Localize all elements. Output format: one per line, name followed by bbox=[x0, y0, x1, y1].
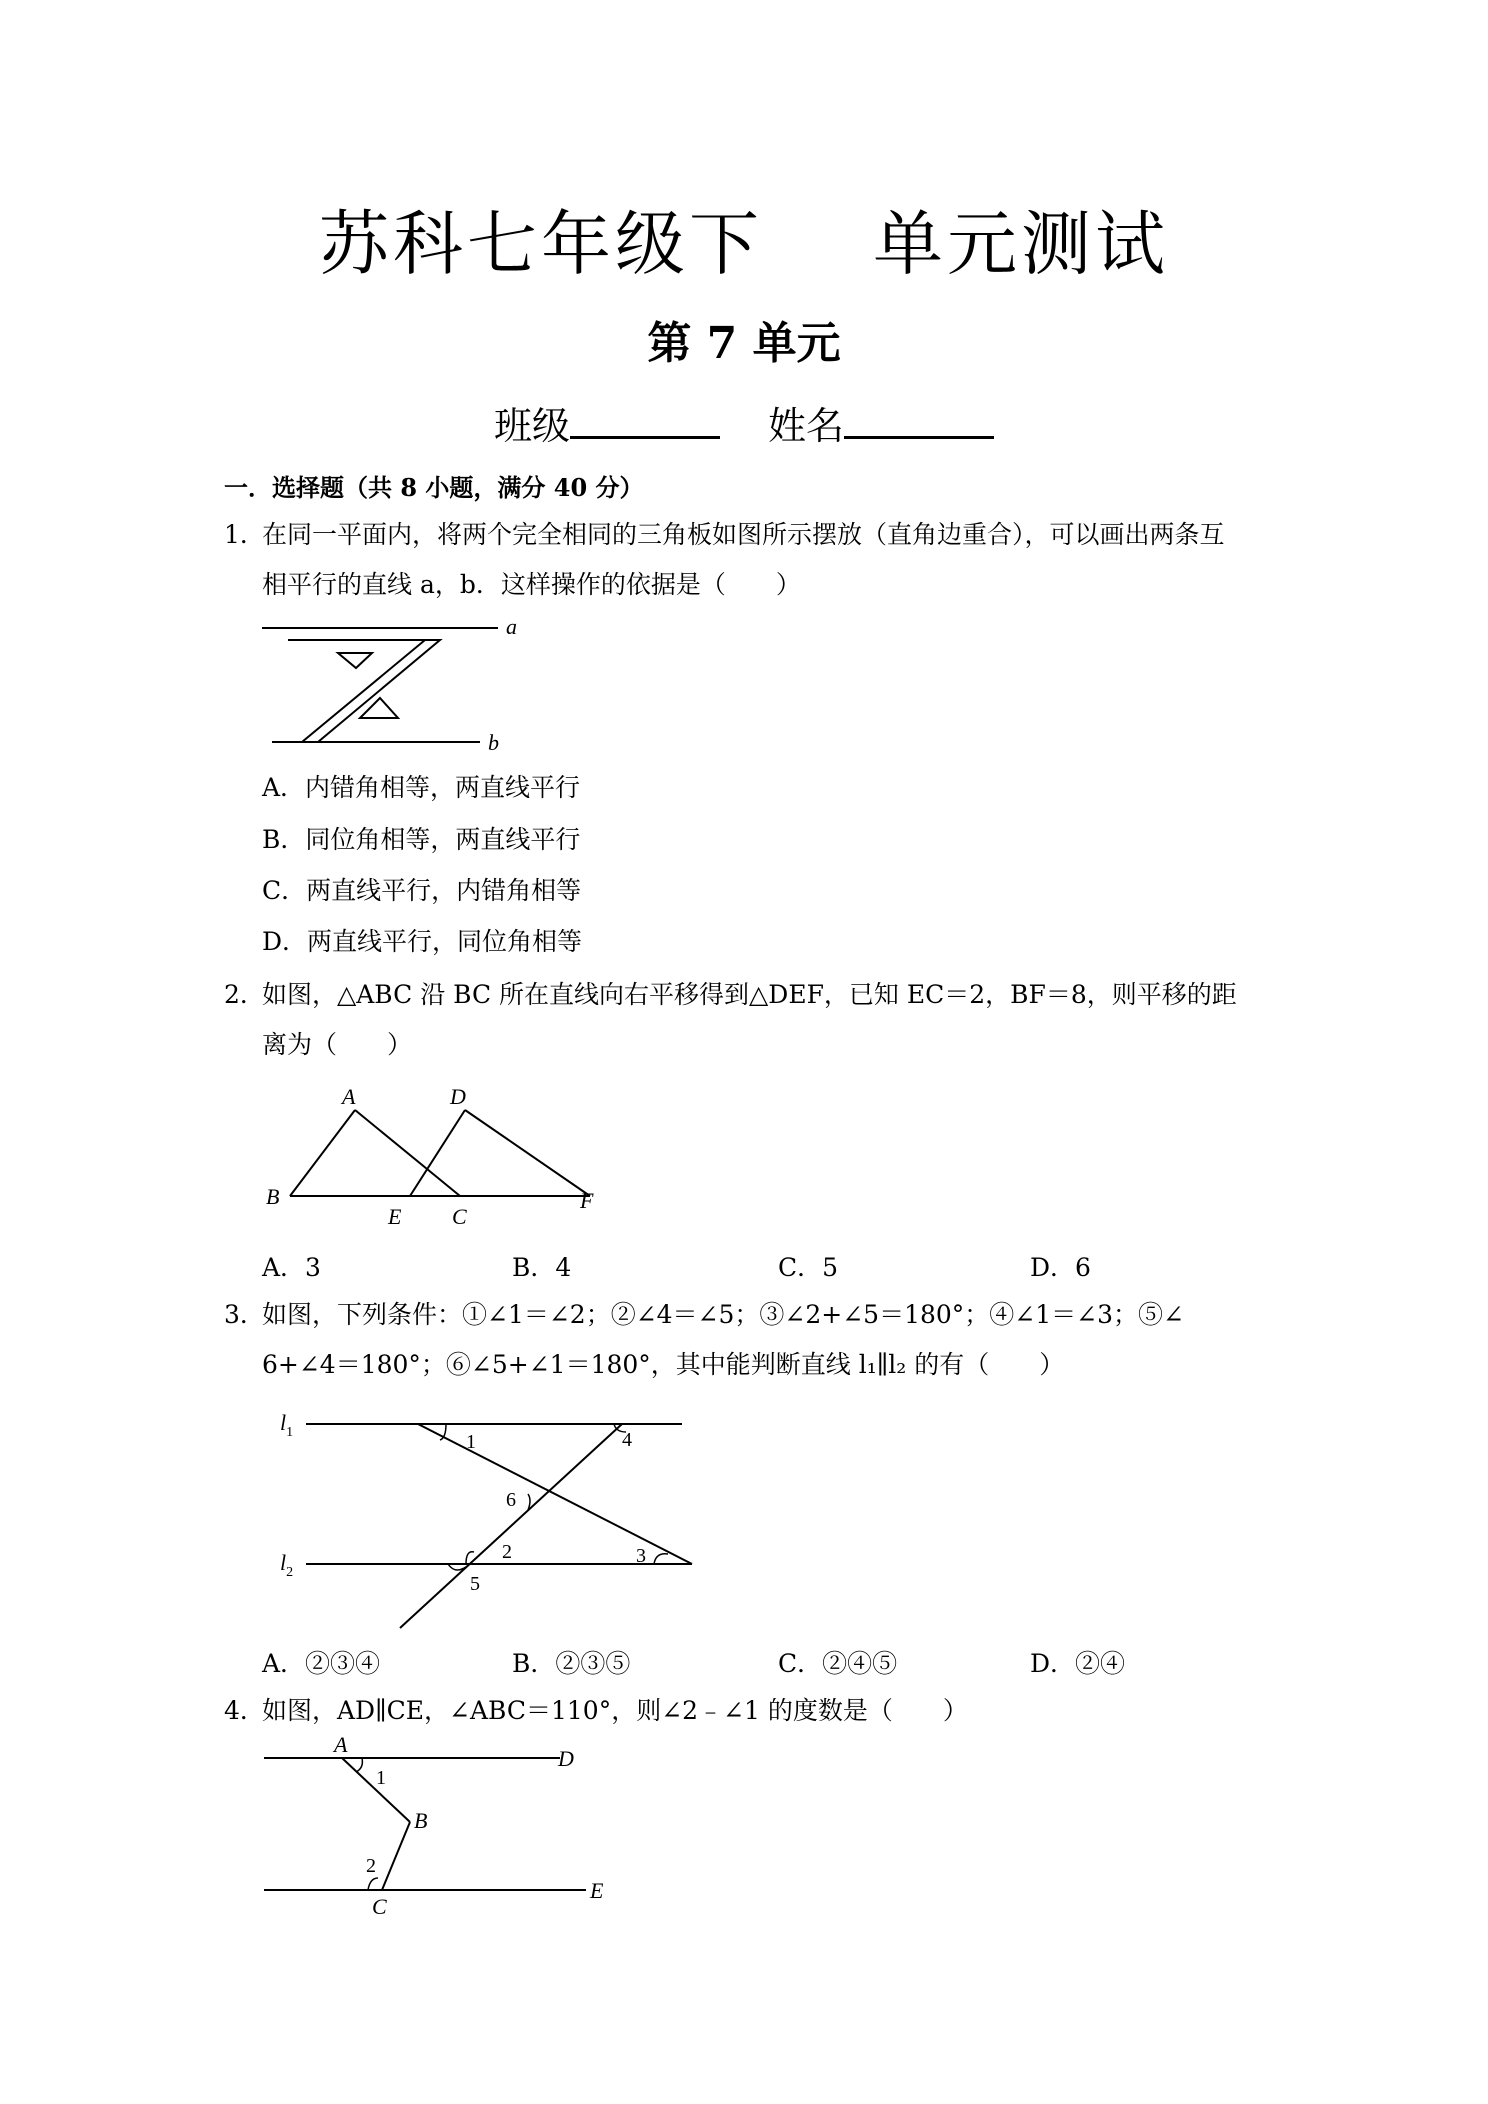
title-left: 苏科七年级下 bbox=[319, 203, 763, 285]
title-right: 单元测试 bbox=[873, 203, 1169, 285]
label-angle-4: 4 bbox=[622, 1429, 632, 1451]
name-blank[interactable] bbox=[844, 402, 994, 439]
option-d[interactable]: D．两直线平行，同位角相等 bbox=[262, 927, 583, 956]
transversal-2 bbox=[400, 1424, 622, 1628]
label-F: F bbox=[580, 1188, 594, 1213]
question-line: 在同一平面内，将两个完全相同的三角板如图所示摆放（直角边重合），可以画出两条互 bbox=[262, 520, 1225, 549]
label-A: A bbox=[342, 1084, 356, 1109]
label-angle-1: 1 bbox=[466, 1431, 476, 1453]
section-title: 一．选择题（共 8 小题，满分 40 分） bbox=[224, 473, 644, 502]
label-C: C bbox=[452, 1204, 467, 1229]
student-info-line bbox=[0, 395, 1488, 450]
label-angle-5: 5 bbox=[470, 1573, 480, 1595]
angle-arc-3 bbox=[654, 1554, 668, 1564]
label-B: B bbox=[414, 1808, 428, 1833]
angle-arc-1 bbox=[356, 1758, 362, 1772]
option-c[interactable]: C．两直线平行，内错角相等 bbox=[262, 876, 582, 905]
question-number: 2． bbox=[224, 980, 265, 1009]
question-line: 离为（ ） bbox=[262, 1030, 413, 1059]
label-D: D bbox=[450, 1084, 466, 1109]
option-a[interactable]: A．内错角相等，两直线平行 bbox=[262, 773, 581, 802]
question-number: 1． bbox=[224, 520, 265, 549]
side-ac bbox=[355, 1110, 460, 1196]
transversal-1 bbox=[418, 1424, 692, 1564]
figure-set-squares bbox=[250, 610, 530, 760]
label-D: D bbox=[558, 1746, 574, 1771]
option-a[interactable]: A．3 bbox=[262, 1253, 321, 1282]
segment-bc bbox=[382, 1822, 410, 1890]
option-d[interactable]: D．6 bbox=[1030, 1253, 1091, 1282]
question-line: 如图，下列条件：①∠1＝∠2；②∠4＝∠5；③∠2+∠5＝180°；④∠1＝∠3；⑤∠ bbox=[262, 1300, 1184, 1329]
side-df bbox=[465, 1110, 590, 1196]
label-E: E bbox=[590, 1878, 604, 1903]
option-a[interactable]: A．②③④ bbox=[262, 1649, 381, 1678]
label-l2: $l_2$ bbox=[280, 1550, 294, 1580]
angle-arc-2 bbox=[368, 1878, 378, 1890]
figure-translated-triangles bbox=[260, 1080, 620, 1230]
question-number: 3． bbox=[224, 1300, 265, 1329]
question-line: 如图，△ABC 沿 BC 所在直线向右平移得到△DEF，已知 EC＝2，BF＝8，则平移的距 bbox=[262, 980, 1237, 1009]
class-blank[interactable] bbox=[570, 402, 720, 439]
question-2 bbox=[0, 970, 1488, 1070]
label-angle-3: 3 bbox=[636, 1545, 646, 1567]
label-angle-2: 2 bbox=[366, 1855, 376, 1877]
side-ab bbox=[290, 1110, 355, 1196]
question-line: 相平行的直线 a，b．这样操作的依据是（ ） bbox=[262, 570, 801, 599]
page-title bbox=[0, 188, 1488, 289]
option-d[interactable]: D．②④ bbox=[1030, 1649, 1126, 1678]
label-C: C bbox=[372, 1894, 387, 1919]
question-line: 如图，AD∥CE，∠ABC＝110°，则∠2﹣∠1 的度数是（ ） bbox=[262, 1696, 968, 1725]
figure-parallel-lines bbox=[270, 1400, 720, 1640]
label-A: A bbox=[334, 1732, 348, 1757]
question-3 bbox=[0, 1290, 1488, 1390]
side-de bbox=[410, 1110, 465, 1196]
figure-angle-abc bbox=[250, 1732, 650, 1922]
question-1 bbox=[0, 510, 1488, 610]
question-line: 6+∠4＝180°；⑥∠5+∠1＝180°，其中能判断直线 l₁∥l₂ 的有（ ） bbox=[262, 1350, 1065, 1379]
label-angle-1: 1 bbox=[376, 1767, 386, 1789]
label-angle-2: 2 bbox=[502, 1541, 512, 1563]
label-b: b bbox=[488, 730, 499, 755]
triangle-hole-top bbox=[338, 653, 372, 668]
question-number: 4． bbox=[224, 1696, 265, 1725]
option-b[interactable]: B．②③⑤ bbox=[512, 1649, 631, 1678]
label-B: B bbox=[266, 1184, 280, 1209]
label-a: a bbox=[506, 614, 517, 639]
option-b[interactable]: B．同位角相等，两直线平行 bbox=[262, 825, 581, 854]
option-b[interactable]: B．4 bbox=[512, 1253, 572, 1282]
label-E: E bbox=[388, 1204, 402, 1229]
name-label: 姓名 bbox=[768, 404, 845, 448]
label-l1: $l_1$ bbox=[280, 1410, 294, 1440]
label-angle-6: 6 bbox=[506, 1489, 516, 1511]
question-4 bbox=[0, 1686, 1488, 1736]
unit-subtitle: 第 7 单元 bbox=[647, 318, 841, 369]
option-c[interactable]: C．5 bbox=[778, 1253, 839, 1282]
class-label: 班级 bbox=[493, 404, 570, 448]
option-c[interactable]: C．②④⑤ bbox=[778, 1649, 898, 1678]
